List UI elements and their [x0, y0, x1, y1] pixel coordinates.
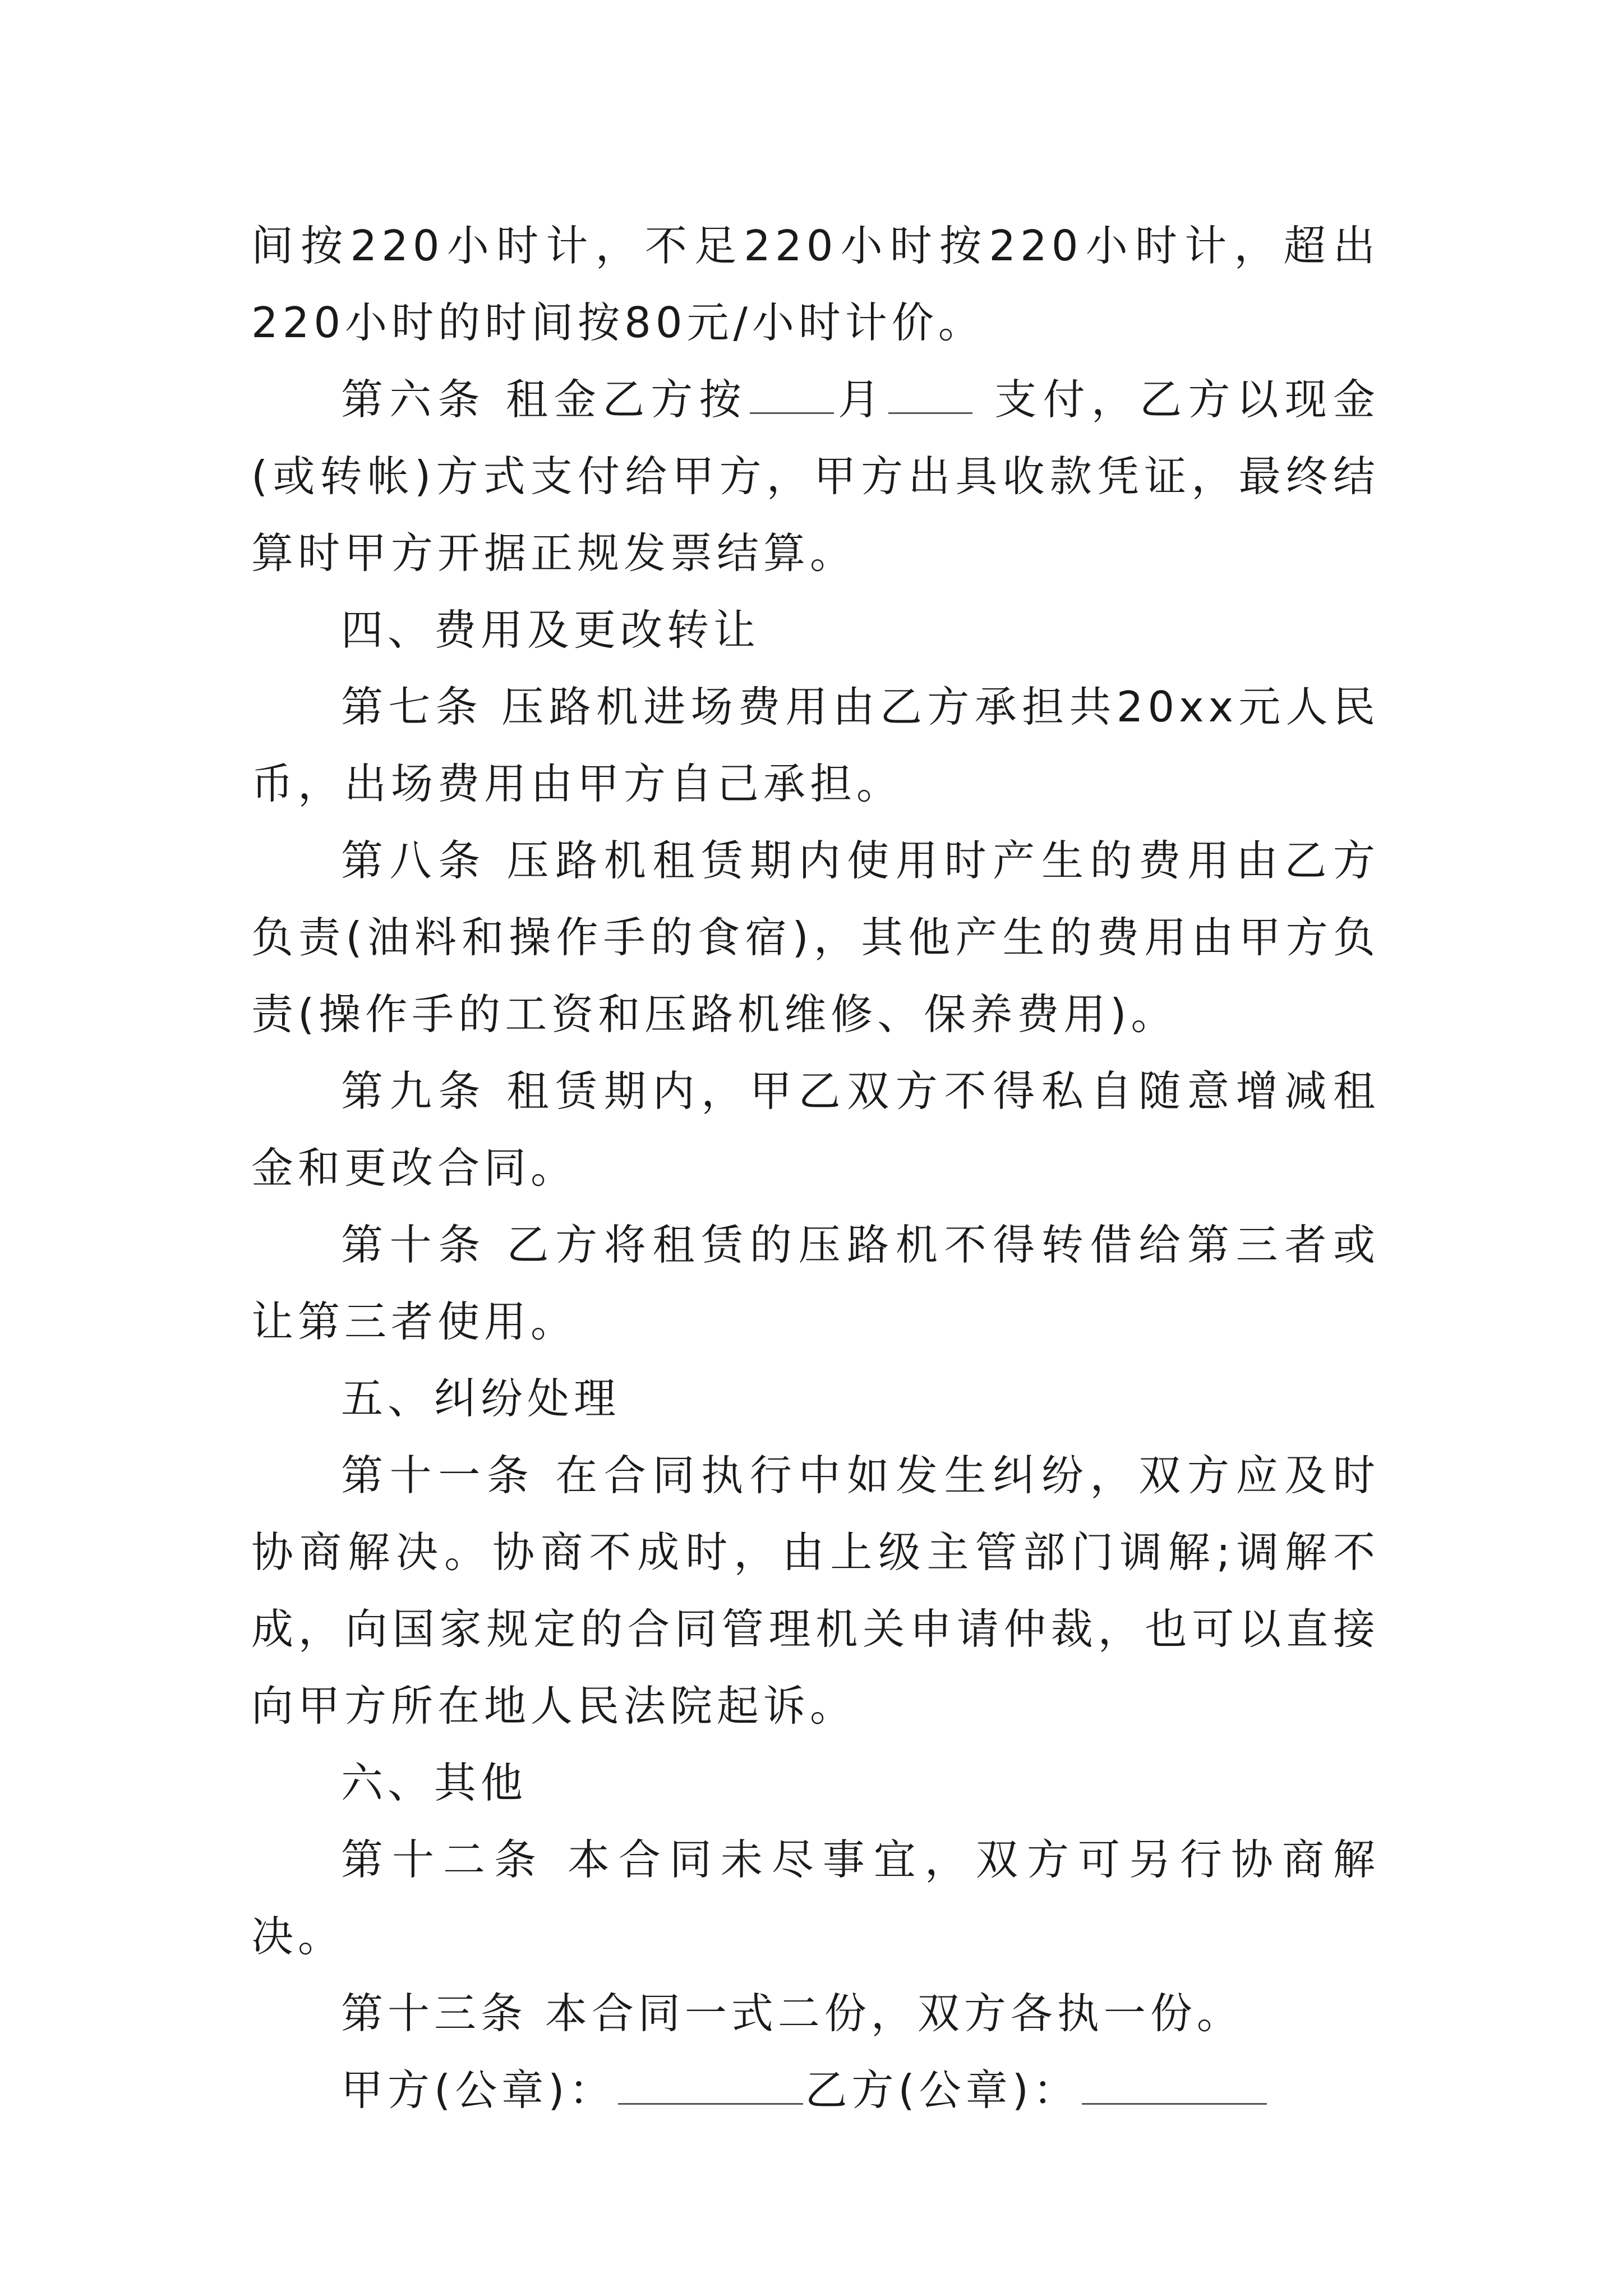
article-11-text: 第十一条 在合同执行中如发生纠纷，双方应及时协商解决。协商不成时，由上级主管部门调解;调解不成，向国家规定的合同管理机关申请仲裁，也可以直接向甲方所在地人民法院起诉。 — [251, 1451, 1380, 1731]
article-10 — [251, 1207, 1380, 1360]
section-heading-text: 五、纠纷处理 — [341, 1374, 621, 1423]
article-9 — [251, 1053, 1380, 1207]
section-heading-5 — [251, 1360, 1380, 1437]
article-10-text: 第十条 乙方将租赁的压路机不得转借给第三者或让第三者使用。 — [251, 1220, 1380, 1346]
section-heading-4 — [251, 592, 1380, 669]
paragraph-continuation — [251, 208, 1380, 361]
fill-blank-period — [750, 375, 834, 415]
paragraph-text: 间按220小时计，不足220小时按220小时计，超出220小时的时间按80元/小时计价。 — [251, 221, 1380, 347]
signature-line — [251, 2052, 1380, 2129]
article-6-text-start: 第六条 租金乙方按 — [341, 375, 748, 424]
article-8 — [251, 822, 1380, 1053]
article-9-text: 第九条 租赁期内，甲乙双方不得私自随意增减租金和更改合同。 — [251, 1066, 1380, 1193]
article-13 — [251, 1975, 1380, 2052]
section-heading-6 — [251, 1745, 1380, 1821]
article-12 — [251, 1821, 1380, 1975]
article-12-text: 第十二条 本合同未尽事宜，双方可另行协商解决。 — [251, 1835, 1380, 1961]
article-7 — [251, 669, 1380, 822]
article-6 — [251, 361, 1380, 592]
party-a-seal-blank — [618, 2065, 803, 2105]
article-7-text: 第七条 压路机进场费用由乙方承担共20xx元人民币，出场费用由甲方自己承担。 — [251, 682, 1380, 808]
document-body — [251, 208, 1380, 2129]
party-b-seal-blank — [1082, 2065, 1267, 2105]
article-13-text: 第十三条 本合同一式二份，双方各执一份。 — [341, 1989, 1243, 2038]
section-heading-text: 四、费用及更改转让 — [341, 605, 760, 655]
article-6-month: 月 — [836, 375, 887, 424]
article-6-text-end: 支付，乙方以现金(或转帐)方式支付给甲方，甲方出具收款凭证，最终结算时甲方开据正规发票结算。 — [251, 375, 1380, 578]
party-b-seal-label: 乙方(公章)： — [805, 2065, 1080, 2115]
fill-blank-period-2 — [888, 375, 972, 415]
article-11 — [251, 1437, 1380, 1745]
article-8-text: 第八条 压路机租赁期内使用时产生的费用由乙方负责(油料和操作手的食宿)，其他产生的费用由甲方负责(操作手的工资和压路机维修、保养费用)。 — [251, 836, 1380, 1039]
section-heading-text: 六、其他 — [341, 1758, 528, 1807]
party-a-seal-label: 甲方(公章)： — [341, 2065, 616, 2115]
